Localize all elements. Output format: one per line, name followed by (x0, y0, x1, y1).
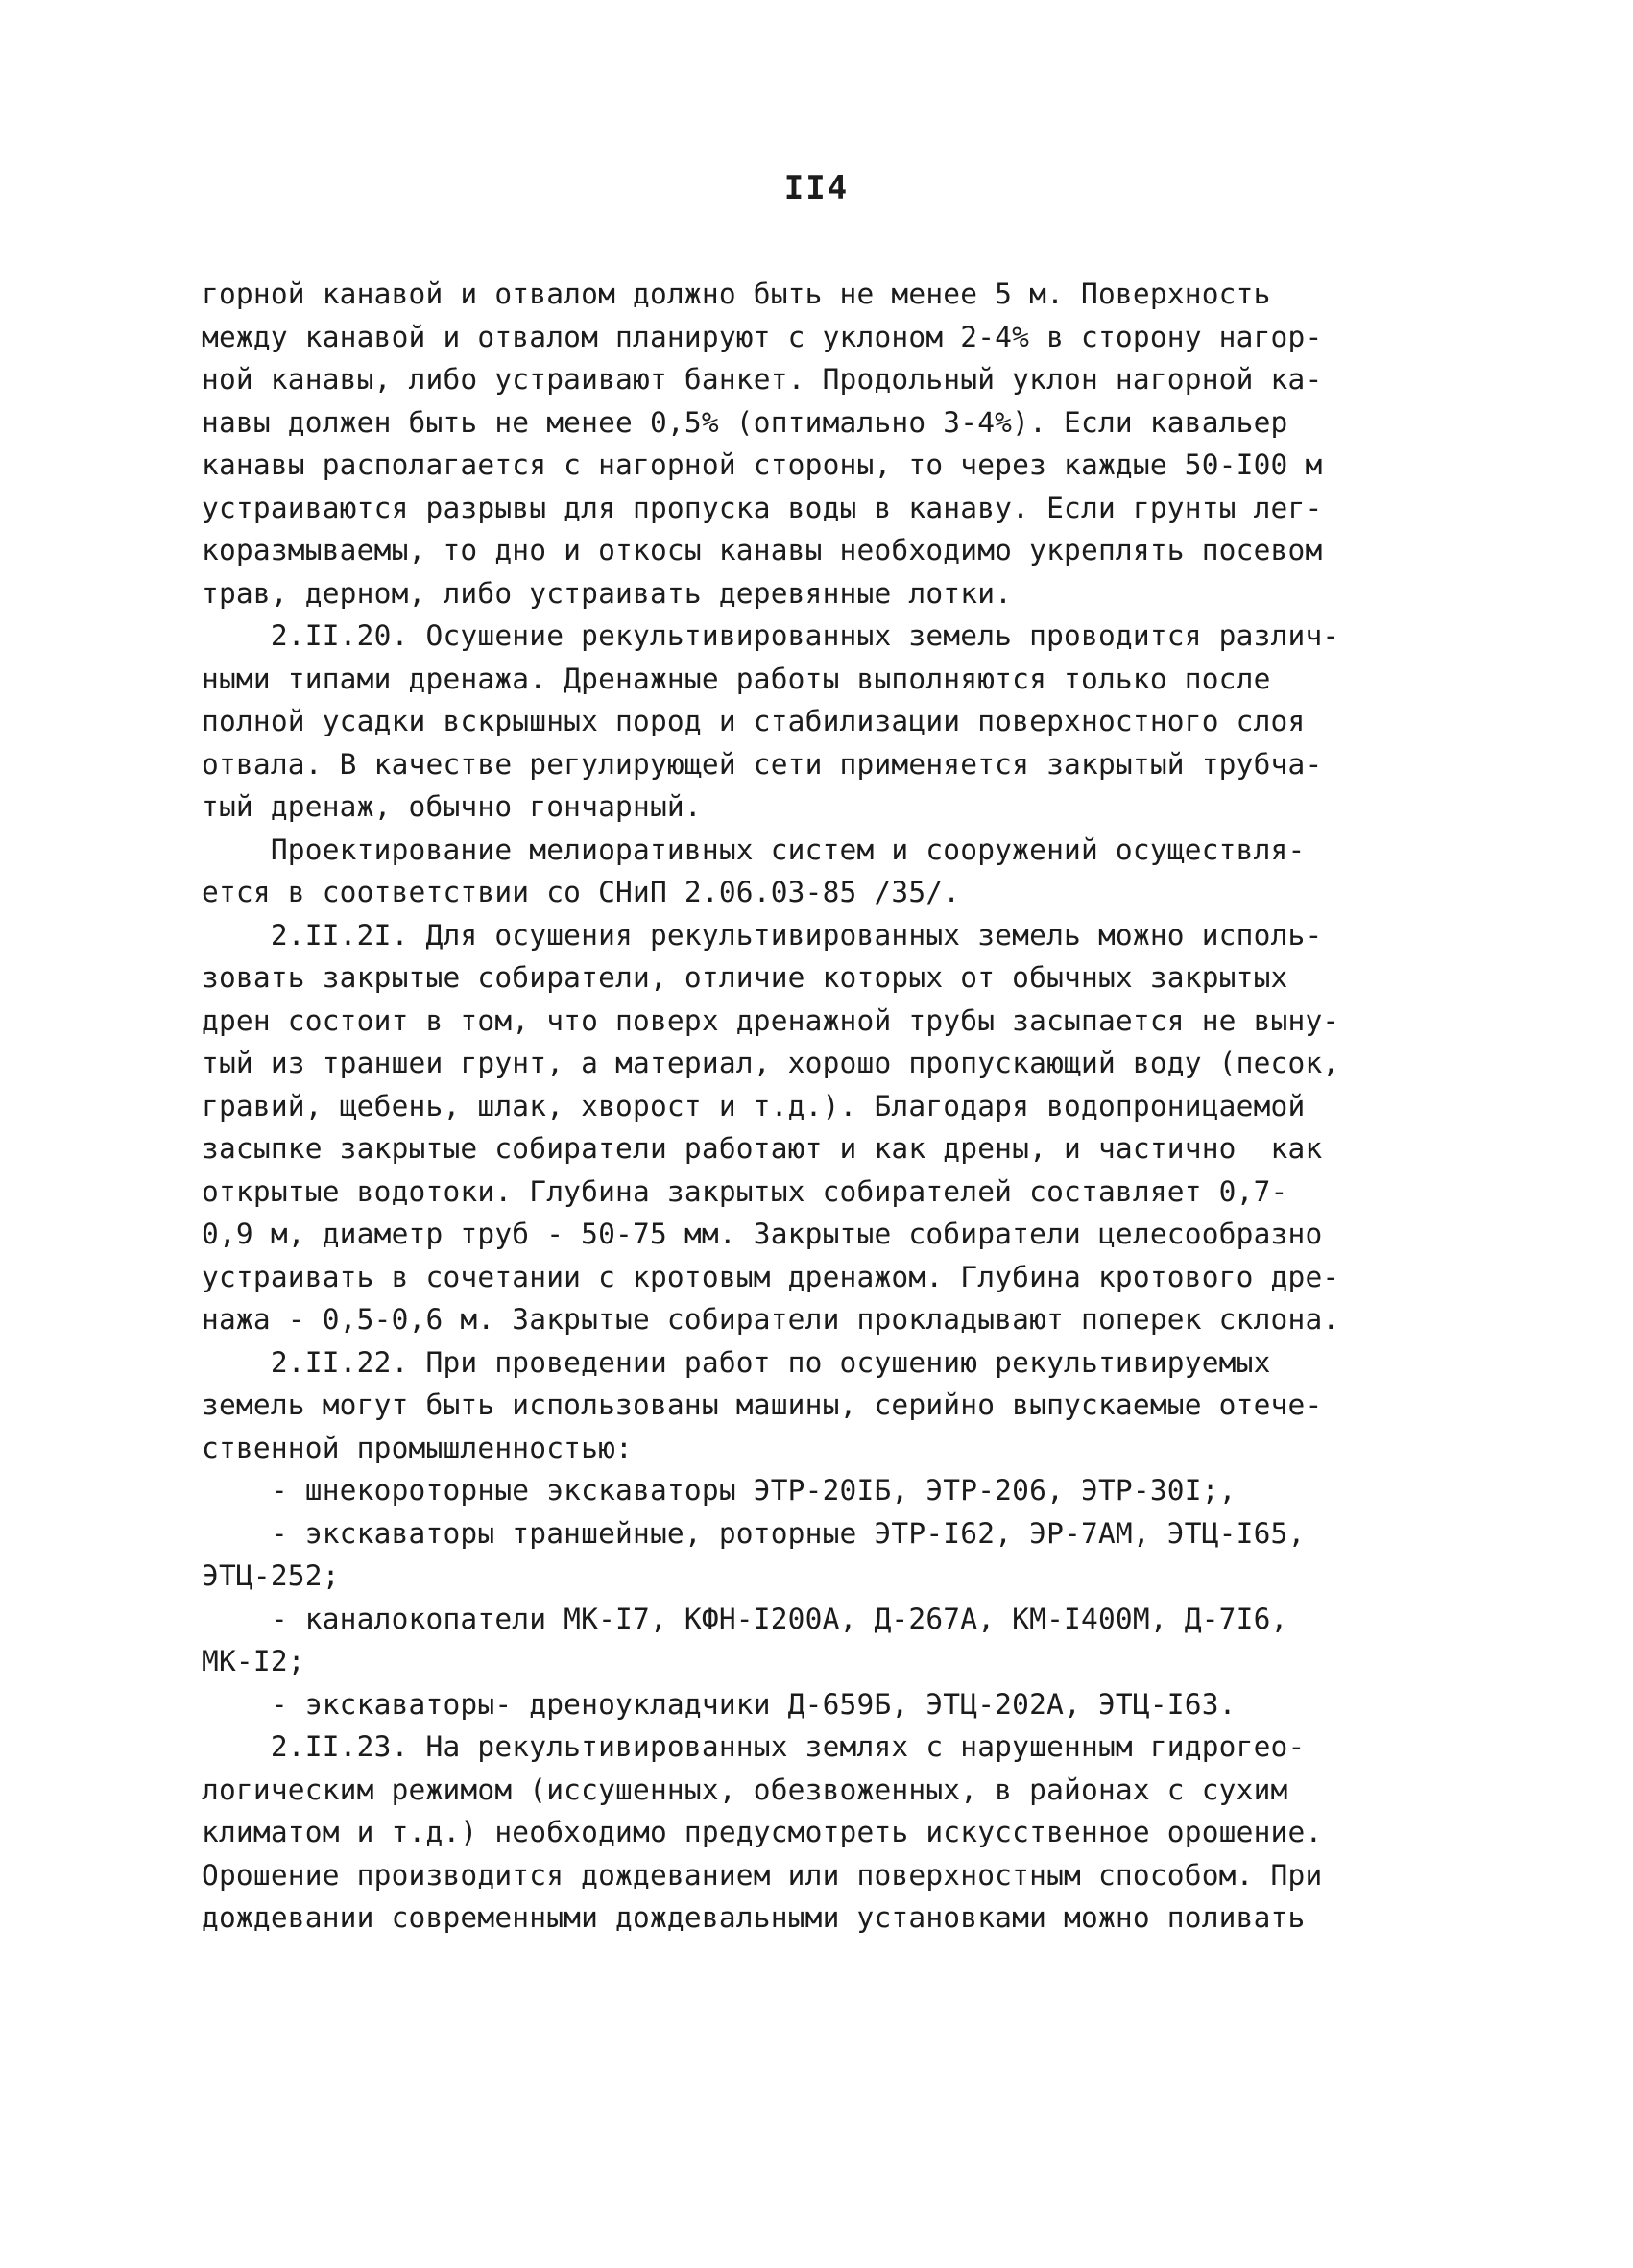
text-line: логическим режимом (иссушенных, обезвоженных, в районах с сухим (202, 1773, 1288, 1806)
text-line: Проектирование мелиоративных систем и сооружений осуществля- (202, 832, 1306, 866)
text-line: коразмываемы, то дно и откосы канавы необходимо укреплять посевом (202, 534, 1323, 567)
text-line: горной канавой и отвалом должно быть не менее 5 м. Поверхность (202, 277, 1271, 310)
text-line: - шнекороторные экскаваторы ЭТР-20IБ, ЭТР-206, ЭТР-30I;, (202, 1474, 1237, 1507)
text-line: канавы располагается с нагорной стороны, то через каждые 50-I00 м (202, 448, 1323, 481)
text-line: зовать закрытые собиратели, отличие которых от обычных закрытых (202, 961, 1288, 994)
text-line: гравий, щебень, шлак, хворост и т.д.). Благодаря водопроницаемой (202, 1089, 1306, 1122)
text-line: 0,9 м, диаметр труб - 50-75 мм. Закрытые собиратели целесообразно (202, 1218, 1323, 1250)
text-line: 2.II.2I. Для осушения рекультивированных земель можно исполь- (202, 918, 1323, 952)
body-text (202, 273, 1450, 1940)
text-line: земель могут быть использованы машины, серийно выпускаемые отече- (202, 1388, 1323, 1421)
text-line: 2.II.20. Осушение рекультивированных земель проводится различ- (202, 619, 1340, 652)
text-line: - экскаваторы- дреноукладчики Д-659Б, ЭТЦ-202А, ЭТЦ-I63. (202, 1687, 1237, 1721)
text-line: дождевании современными дождевальными установками можно поливать (202, 1901, 1306, 1934)
text-line: полной усадки вскрышных пород и стабилизации поверхностного слоя (202, 705, 1306, 737)
text-line: трав, дерном, либо устраивать деревянные лотки. (202, 576, 1013, 610)
text-line: устраивать в сочетании с кротовым дренажом. Глубина кротового дре- (202, 1260, 1340, 1293)
text-line: дрен состоит в том, что поверх дренажной трубы засыпается не выну- (202, 1003, 1340, 1037)
text-line: открытые водотоки. Глубина закрытых собирателей составляет 0,7- (202, 1174, 1288, 1208)
text-line: - каналокопатели МК-I7, КФН-I200А, Д-267А, КМ-I400М, Д-7I6, (202, 1602, 1288, 1635)
text-line: устраиваются разрывы для пропуска воды в канаву. Если грунты лег- (202, 491, 1323, 524)
text-line: ственной промышленностью: (202, 1431, 634, 1464)
text-line: тый из траншеи грунт, а материал, хорошо пропускающий воду (песок, (202, 1047, 1340, 1079)
text-line: Орошение производится дождеванием или поверхностным способом. При (202, 1858, 1323, 1892)
text-line: отвала. В качестве регулирующей сети применяется закрытый трубча- (202, 747, 1323, 781)
text-line: климатом и т.д.) необходимо предусмотреть искусственное орошение. (202, 1816, 1323, 1848)
text-line: МК-I2; (202, 1645, 305, 1677)
text-line: нажа - 0,5-0,6 м. Закрытые собиратели прокладывают поперек склона. (202, 1303, 1340, 1336)
text-line: навы должен быть не менее 0,5% (оптимально 3-4%). Если кавальер (202, 405, 1288, 439)
text-line: ной канавы, либо устраивают банкет. Продольный уклон нагорной ка- (202, 363, 1323, 396)
text-line: 2.II.23. На рекультивированных землях с нарушенным гидрогео- (202, 1730, 1306, 1763)
text-line: засыпке закрытые собиратели работают и как дрены, и частично как (202, 1132, 1323, 1165)
text-line: между канавой и отвалом планируют с уклоном 2-4% в сторону нагор- (202, 320, 1323, 353)
text-line: тый дренаж, обычно гончарный. (202, 790, 702, 823)
text-line: 2.II.22. При проведении работ по осушению рекультивируемых (202, 1345, 1271, 1379)
text-line: ЭТЦ-252; (202, 1559, 340, 1592)
page-number: II4 (783, 169, 850, 207)
text-line: ется в соответствии со СНиП 2.06.03-85 /35/. (202, 876, 961, 908)
text-line: ными типами дренажа. Дренажные работы выполняются только после (202, 662, 1271, 695)
text-line: - экскаваторы траншейные, роторные ЭТР-I62, ЭР-7АМ, ЭТЦ-I65, (202, 1516, 1306, 1550)
